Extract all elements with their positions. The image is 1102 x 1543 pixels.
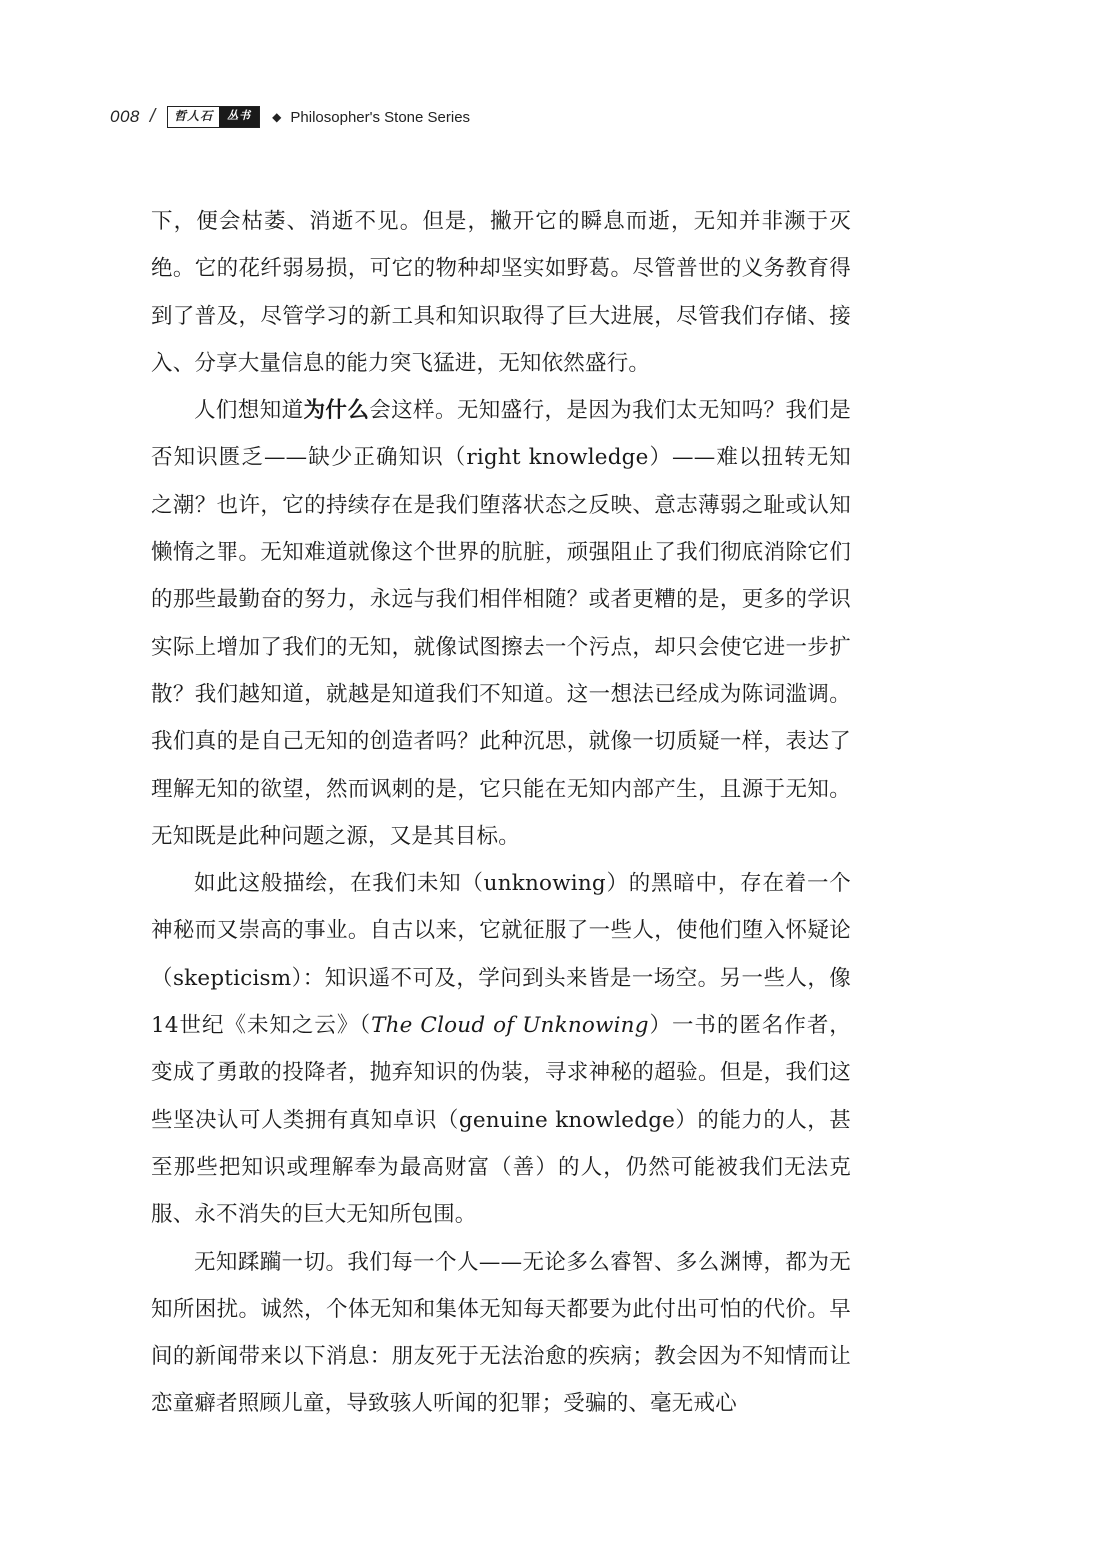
book-title-italic: The Cloud of Unknowing [371,1013,649,1039]
diamond-bullet-icon: ◆ [272,110,282,124]
page-number: 008 [110,107,140,126]
header-separator: / [149,106,156,127]
paragraph-3-before: 如此这般描绘，在我们未知（unknowing）的黑暗中，存在着一个神秘而又崇高的事业。自古以来，它就征服了一些人，使他们堕入怀疑论（skepticism）：知识遥不可及，学问到头来皆是一场空。另一些人，像14世纪《未知之云》（ [151,871,851,1039]
series-title: Philosopher's Stone Series [290,108,471,126]
paragraph-2-before: 人们想知道 [194,398,304,424]
paragraph-1-text: 下，便会枯萎、消逝不见。但是，撇开它的瞬息而逝，无知并非濒于灭绝。它的花纤弱易损，可它的物种却坚实如野葛。尽管普世的义务教育得到了普及，尽管学习的新工具和知识取得了巨大进展，尽管我们存储、接入、分享大量信息的能力突飞猛进，无知依然盛行。 [151,209,851,376]
paragraph-4-text: 无知蹂躏一切。我们每一个人——无论多么睿智、多么渊博，都为无知所困扰。诚然，个体无知和集体无知每天都要为此付出可怕的代价。早间的新闻带来以下消息：朋友死于无法治愈的疾病；教会因为不知情而让恋童癖者照顾儿童，导致骇人听闻的犯罪；受骗的、毫无戒心 [151,1249,851,1417]
series-logo-left: 哲人石 [168,107,219,127]
paragraph-2-bold: 为什么 [303,398,370,424]
paragraph-1 [151,198,851,387]
running-header [110,103,470,131]
paragraph-2 [151,387,851,860]
series-logo [167,106,260,128]
paragraph-4 [151,1239,851,1428]
series-logo-right: 丛书 [219,107,259,127]
paragraph-2-after: 会这样。无知盛行，是因为我们太无知吗？我们是否知识匮乏——缺少正确知识（right knowledge）——难以扭转无知之潮？也许，它的持续存在是我们堕落状态之反映、意志薄弱之耻或认知懒惰之罪。无知难道就像这个世界的肮脏，顽强阻止了我们彻底消除它们的那些最勤奋的努力，永远与我们相伴相随？或者更糟的是，更多的学识实际上增加了我们的无知，就像试图擦去一个污点，却只会使它进一步扩散？我们越知道，就越是知道我们不知道。这一想法已经成为陈词滥调。我们真的是自己无知的创造者吗？此种沉思，就像一切质疑一样，表达了理解无知的欲望，然而讽刺的是，它只能在无知内部产生，且源于无知。无知既是此种问题之源，又是其目标。 [151,398,851,849]
paragraph-3 [151,860,851,1238]
body-text [151,198,851,1428]
paragraph-3-after: ）一书的匿名作者，变成了勇敢的投降者，抛弃知识的伪装，寻求神秘的超验。但是，我们这些坚决认可人类拥有真知卓识（genuine knowledge）的能力的人，甚至那些把知识或理解奉为最高财富（善）的人，仍然可能被我们无法克服、永不消失的巨大无知所包围。 [151,1013,851,1228]
